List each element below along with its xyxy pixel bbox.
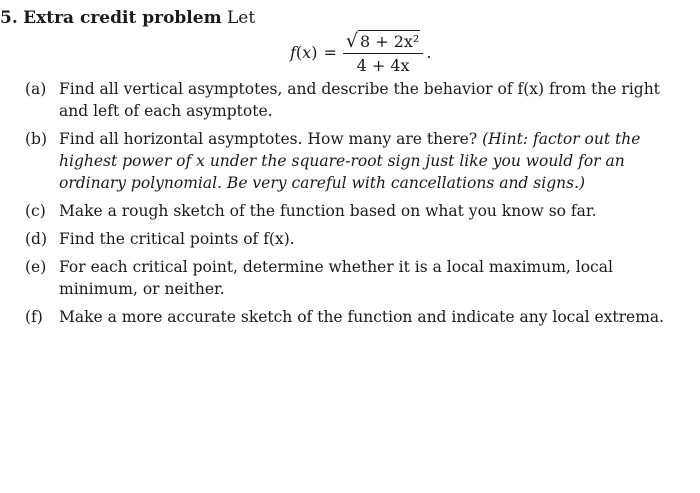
problem-parts-list [25,78,690,334]
formula-lhs: f(x) [290,43,318,62]
part-text: Find the critical points of f(x). [59,230,295,248]
formula-func-name: f [290,43,296,62]
part-hint: (Hint: factor out the highest power of x under the square-root sign just like you would for an ordinary polynomial. Be very careful with cancellations and signs.) [59,130,641,192]
part-text: Find all vertical asymptotes, and describe the behavior of f(x) from the right and left of each asymptote. [59,80,660,120]
formula-radicand: 8 + 2x² [359,32,420,51]
part-label: (b) [25,130,48,148]
square-root-icon: √ [345,30,358,52]
function-definition [290,30,431,75]
part-label: (e) [25,258,47,276]
problem-heading [0,8,255,28]
part-label: (c) [25,202,46,220]
part-label: (f) [25,308,43,326]
problem-part-f [25,306,690,328]
problem-part-c [25,200,690,222]
formula-denominator: 4 + 4x [356,56,410,75]
part-text-container [59,128,690,194]
problem-number: 5. [0,8,18,28]
problem-part-b [25,128,690,194]
part-text: Make a rough sketch of the function based on what you know so far. [59,202,597,220]
problem-intro: Let [226,8,256,28]
problem-part-e [25,256,690,300]
formula-terminator: . [426,43,432,62]
formula-variable: x [302,43,312,62]
part-label: (a) [25,80,47,98]
part-label: (d) [25,230,48,248]
formula-numerator [343,30,423,53]
part-text: For each critical point, determine whether it is a local maximum, local minimum, or neither. [59,258,613,298]
part-text: Make a more accurate sketch of the function and indicate any local extrema. [59,308,665,326]
part-text: Find all horizontal asymptotes. How many are there? [59,130,478,148]
problem-part-a [25,78,690,122]
formula-equals: = [323,43,337,62]
problem-title: Extra credit problem [23,8,222,28]
problem-part-d [25,228,690,250]
formula-fraction [343,30,423,75]
